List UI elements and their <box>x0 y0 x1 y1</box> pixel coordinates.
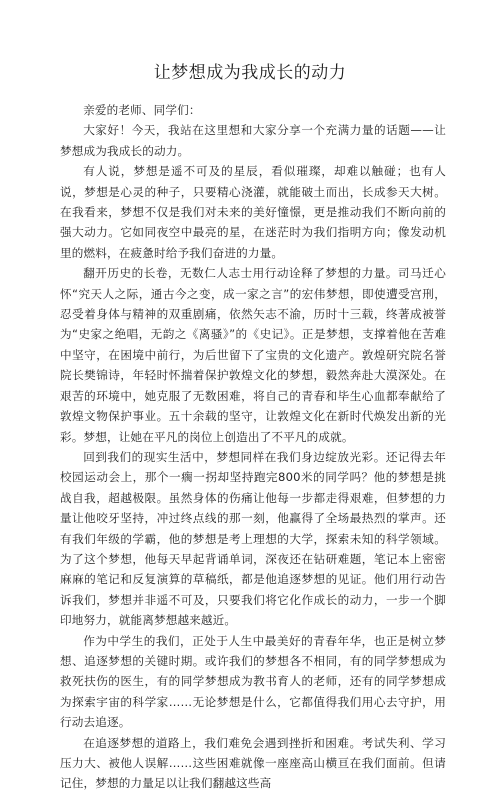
paragraph-2: 有人说，梦想是遥不可及的星辰，看似璀璨，却难以触碰；也有人说，梦想是心灵的种子，只要精心浇灌，就能破土而出，长成参天大树。在我看来，梦想不仅是我们对未来的美好憧憬，更是推动我们不断向前的强大动力。它如同夜空中最亮的星，在迷茫时为我们指明方向；像发动机里的燃料，在疲惫时给予我们奋进的力量。 <box>60 164 446 260</box>
paragraph-1: 大家好！今天，我站在这里想和大家分享一个充满力量的话题——让梦想成为我成长的动力。 <box>60 123 446 158</box>
document-title: 让梦想成为我成长的动力 <box>153 63 347 83</box>
paragraph-5: 作为中学生的我们，正处于人生中最美好的青春年华，也正是树立梦想、追逐梦想的关键时期。或许我们的梦想各不相同，有的同学梦想成为救死扶伤的医生，有的同学梦想成为教书育人的老师，还有的同学梦想成为探索宇宙的科学家……无论梦想是什么，它都值得我们用心去守护，用行动去追逐。 <box>60 633 446 730</box>
greeting-line: 亲爱的老师、同学们： <box>83 103 201 117</box>
paragraph-6: 在追逐梦想的道路上，我们难免会遇到挫折和困难。考试失利、学习压力大、被他人误解……这些困难就像一座座高山横亘在我们面前。但请记住，梦想的力量足以让我们翻越这些高 <box>60 735 446 791</box>
paragraph-3: 翻开历史的长卷，无数仁人志士用行动诠释了梦想的力量。司马迁心怀“究天人之际，通古今之变，成一家之言”的宏伟梦想，即使遭受宫刑，忍受着身体与精神的双重剧痛，依然矢志不渝，历时十三载，终著成被誉为“史家之绝唱，无韵之《离骚》”的《史记》。正是梦想，支撑着他在苦难中坚守，在困境中前行，为后世留下了宝贵的文化遗产。敦煌研究院名誉院长樊锦诗，年轻时怀揣着保护敦煌文化的梦想，毅然奔赴大漠深处。在艰苦的环境中，她克服了无数困难，将自己的青春和毕生心血都奉献给了敦煌文物保护事业。五十余载的坚守，让敦煌文化在新时代焕发出新的光彩。梦想，让她在平凡的岗位上创造出了不平凡的成就。 <box>60 266 446 444</box>
document-body <box>60 100 446 794</box>
paragraph-4: 回到我们的现实生活中，梦想同样在我们身边绽放光彩。还记得去年校园运动会上，那个一瘸一拐却坚持跑完800米的同学吗？他的梦想是挑战自我，超越极限。虽然身体的伤痛让他每一步都走得艰难，但梦想的力量让他咬牙坚持，冲过终点线的那一刻，他赢得了全场最热烈的掌声。还有我们年级的学霸，他的梦想是考上理想的大学，探索未知的科学领域。为了这个梦想，他每天早起背诵单词，深夜还在钻研难题，笔记本上密密麻麻的笔记和反复演算的草稿纸，都是他追逐梦想的见证。他们用行动告诉我们，梦想并非遥不可及，只要我们将它化作成长的动力，一步一个脚印地努力，就能离梦想越来越近。 <box>60 449 446 628</box>
